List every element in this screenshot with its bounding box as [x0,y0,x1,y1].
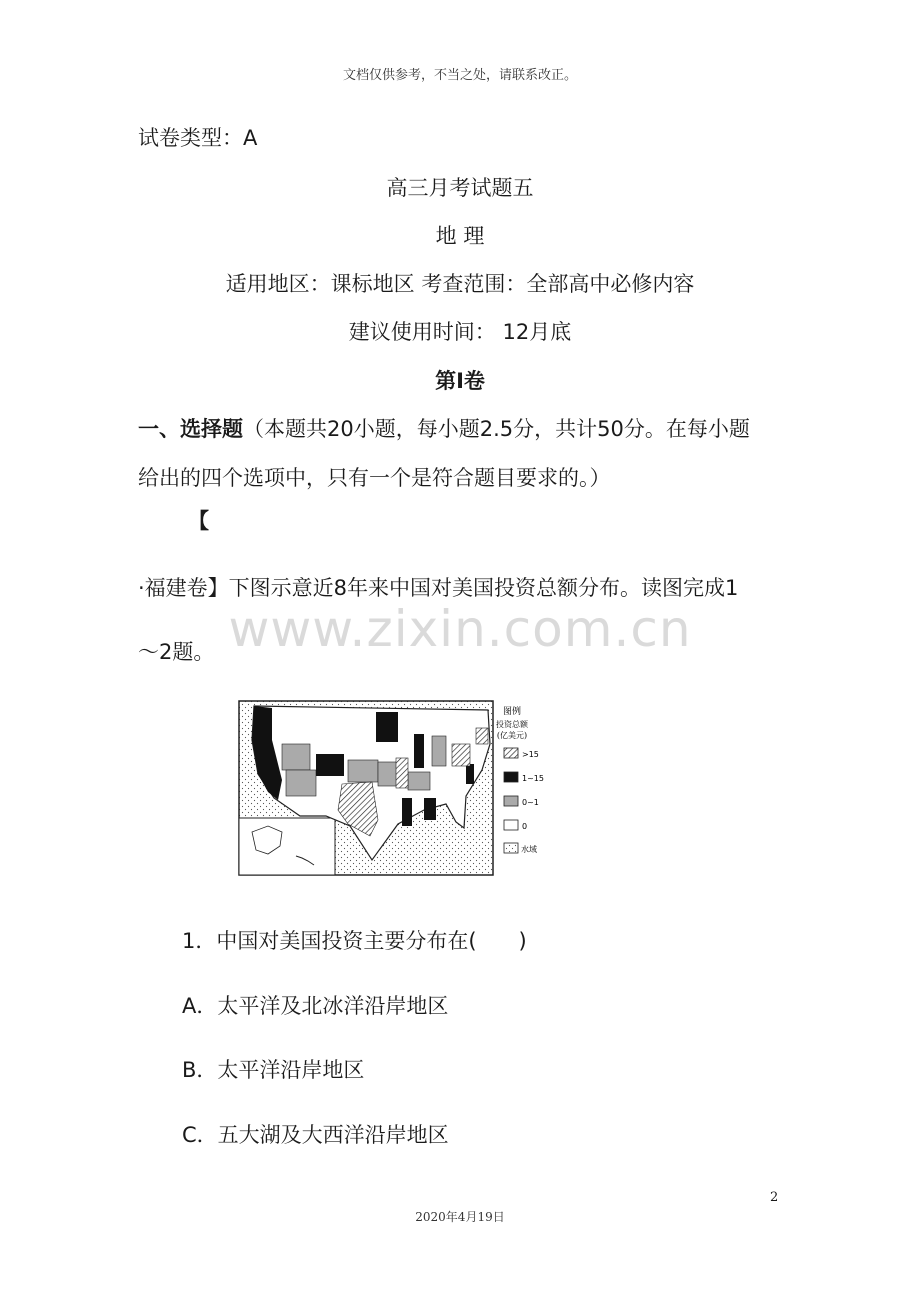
alaska-inset [239,818,335,875]
region-black-1 [316,754,344,776]
region-gray-2 [286,770,316,796]
scope: 适用地区：课标地区 考查范围：全部高中必修内容 [225,272,695,296]
subject: 地 理 [435,224,485,248]
legend-swatch-gray [504,796,518,806]
region-hatch-illinois [396,758,408,788]
section-desc: （本题共20小题，每小题2.5分，共计50分。在每小题 [243,417,750,441]
legend-unit: (亿美元) [496,731,528,740]
region-hatch-newyork [452,744,470,766]
legend-label-1: >15 [522,750,539,759]
source-bracket: 【 [188,509,209,533]
legend-label-2: 1~15 [522,774,544,783]
us-investment-map [238,700,550,876]
legend-swatch-black [504,772,518,782]
region-black-5 [424,798,436,820]
region-gray-3 [348,760,378,782]
paper-type: 试卷类型：A [138,126,258,150]
section-line-1 [138,413,750,443]
region-black-2 [376,712,398,742]
legend-subtitle: 投资总额 [496,720,528,729]
source-line-2: ～2题。 [138,640,215,664]
legend-swatch-white [504,820,518,830]
region-gray-1 [282,744,310,770]
region-gray-5 [408,772,430,790]
page-number: 2 [770,1190,779,1205]
region-black-3 [414,734,424,768]
legend-title: 图例 [502,707,522,717]
legend-swatch-hatch [504,748,518,758]
region-black-6 [466,764,474,784]
section-heading: 一、选择题 [138,417,243,441]
header-note: 文档仅供参考，不当之处，请联系改正。 [342,68,577,83]
exam-title: 高三月考试题五 [386,176,534,200]
legend-label-3: 0~1 [522,798,539,807]
suggested-time: 建议使用时间： 12月底 [348,320,572,344]
footer-date: 2020年4月19日 [415,1210,505,1224]
option-c: C．五大湖及大西洋沿岸地区 [182,1123,449,1147]
section-desc-2: 给出的四个选项中，只有一个是符合题目要求的。） [138,466,611,490]
region-hatch-newengland [476,728,488,744]
legend-swatch-water [504,843,518,853]
option-b: B．太平洋沿岸地区 [182,1058,365,1082]
watermark: www.zixin.com.cn [228,600,692,658]
volume-title: 第Ⅰ卷 [435,369,485,393]
question-stem: 1．中国对美国投资主要分布在( ) [182,929,527,953]
region-black-4 [402,798,412,826]
source-line-1: ·福建卷】下图示意近8年来中国对美国投资总额分布。读图完成1 [138,576,739,600]
region-gray-6 [432,736,446,766]
legend-label-5: 水域 [521,845,537,854]
legend-label-4: 0 [522,822,528,831]
option-a: A．太平洋及北冰洋沿岸地区 [182,994,449,1018]
